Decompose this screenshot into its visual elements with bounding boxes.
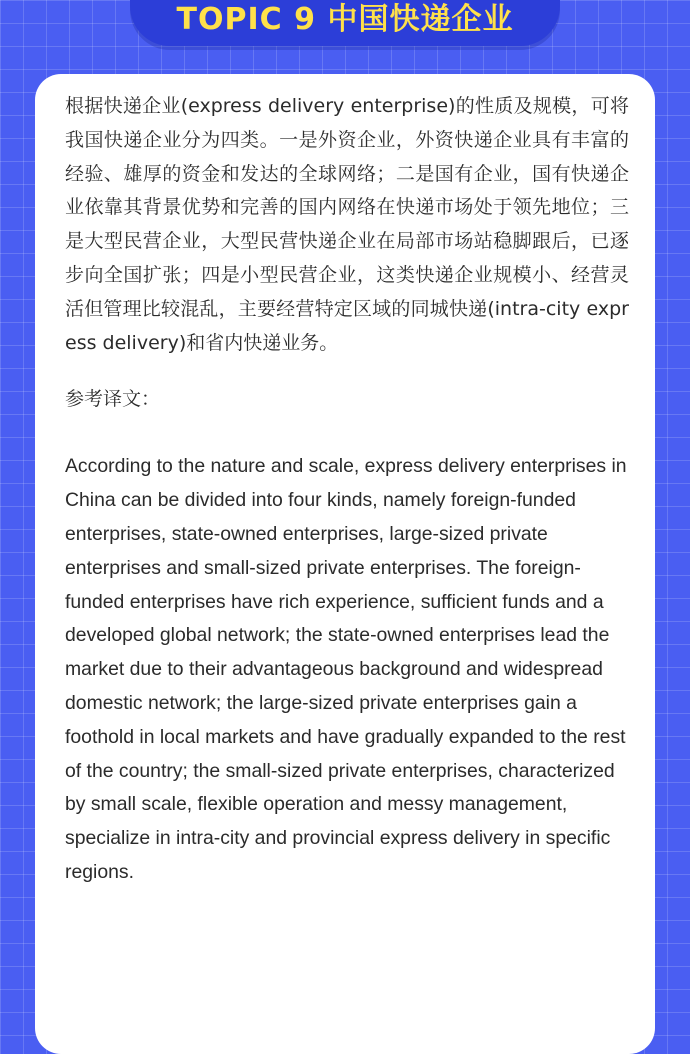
- english-paragraph: According to the nature and scale, express delivery enterprises in China can be divided into four kinds, namely foreign-funded enterprises, state-owned enterprises, large-sized private enterprises and small-sized private enterprises. The foreign-funded enterprises have rich experience, sufficient funds and a developed global network; the state-owned enterprises lead the market due to their advantageous background and widespread domestic network; the large-sized private enterprises gain a foothold in local markets and have gradually expanded to the rest of the country; the small-sized private enterprises, characterized by small scale, flexible operation and messy management, specialize in intra-city and provincial express delivery in specific regions.: [65, 455, 627, 883]
- content-card: [35, 74, 655, 1054]
- topic-header-tab: [130, 0, 560, 46]
- chinese-paragraph: 根据快递企业(express delivery enterprise)的性质及规模，可将我国快递企业分为四类。一是外资企业，外资快递企业具有丰富的经验、雄厚的资金和发达的全球网络；二是国有企业，国有快递企业依靠其背景优势和完善的国内网络在快递市场处于领先地位；三是大型民营企业，大型民营快递企业在局部市场站稳脚跟后，已逐步向全国扩张；四是小型民营企业，这类快递企业规模小、经营灵活但管理比较混乱，主要经营特定区域的同城快递(intra-city express delivery)和省内快递业务。: [65, 95, 629, 354]
- reference-translation-label: 参考译文：: [65, 388, 161, 411]
- page-title: TOPIC 9 中国快递企业: [176, 2, 514, 37]
